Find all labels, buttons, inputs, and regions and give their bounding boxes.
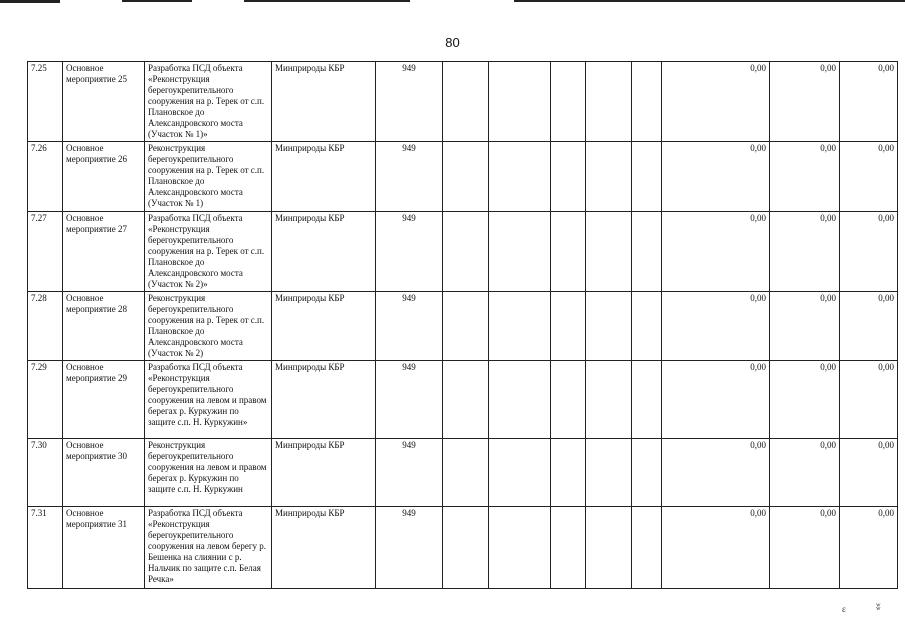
measure-type: Основное мероприятие 30 [63, 439, 145, 507]
value-cell: 0,00 [770, 142, 840, 212]
budget-code: 949 [376, 507, 443, 589]
scan-line [514, 0, 905, 2]
measure-type: Основное мероприятие 31 [63, 507, 145, 589]
empty-cell [489, 142, 551, 212]
empty-cell [443, 507, 489, 589]
scan-line [244, 0, 410, 2]
value-cell: 0,00 [662, 292, 770, 361]
value-cell: 0,00 [770, 507, 840, 589]
row-number: 7.26 [28, 142, 63, 212]
row-number: 7.29 [28, 361, 63, 439]
measure-description: Разработка ПСД объекта «Реконструкция берегоукрепительного сооружения на р. Терек от с.п. Плановское до Александровского моста (Участок № 2)» [145, 212, 272, 292]
empty-cell [586, 212, 632, 292]
row-number: 7.25 [28, 62, 63, 142]
empty-cell [489, 439, 551, 507]
table-row [28, 62, 898, 142]
value-cell: 0,00 [840, 62, 898, 142]
table-row [28, 439, 898, 507]
row-number: 7.28 [28, 292, 63, 361]
table-row [28, 142, 898, 212]
measure-description: Реконструкция берегоукрепительного сооружения на р. Терек от с.п. Плановское до Александровского моста (Участок № 1) [145, 142, 272, 212]
budget-code: 949 [376, 212, 443, 292]
value-cell: 0,00 [840, 361, 898, 439]
responsible-org: Минприроды КБР [272, 507, 376, 589]
empty-cell [551, 62, 586, 142]
empty-cell [632, 361, 662, 439]
measure-description: Разработка ПСД объекта «Реконструкция берегоукрепительного сооружения на левом берегу р. Бешенка на слиянии с р. Нальчик по защите с.п. Белая Речка» [145, 507, 272, 589]
empty-cell [551, 361, 586, 439]
empty-cell [551, 439, 586, 507]
empty-cell [632, 62, 662, 142]
value-cell: 0,00 [840, 212, 898, 292]
scan-line [0, 0, 60, 3]
empty-cell [586, 292, 632, 361]
table-row [28, 507, 898, 589]
empty-cell [551, 212, 586, 292]
empty-cell [489, 62, 551, 142]
empty-cell [551, 142, 586, 212]
table-row [28, 212, 898, 292]
table-row [28, 292, 898, 361]
value-cell: 0,00 [662, 507, 770, 589]
empty-cell [551, 507, 586, 589]
budget-code: 949 [376, 292, 443, 361]
value-cell: 0,00 [770, 361, 840, 439]
empty-cell [489, 507, 551, 589]
budget-code: 949 [376, 361, 443, 439]
measure-description: Реконструкция берегоукрепительного сооружения на левом и правом берегах р. Куркужин по защите с.п. Н. Куркужин [145, 439, 272, 507]
empty-cell [632, 507, 662, 589]
empty-cell [586, 62, 632, 142]
empty-cell [443, 62, 489, 142]
value-cell: 0,00 [662, 439, 770, 507]
empty-cell [489, 292, 551, 361]
measure-type: Основное мероприятие 29 [63, 361, 145, 439]
empty-cell [586, 142, 632, 212]
measures-table [27, 61, 898, 589]
row-number: 7.27 [28, 212, 63, 292]
empty-cell [632, 292, 662, 361]
responsible-org: Минприроды КБР [272, 142, 376, 212]
value-cell: 0,00 [662, 361, 770, 439]
empty-cell [443, 292, 489, 361]
measure-description: Разработка ПСД объекта «Реконструкция берегоукрепительного сооружения на р. Терек от с.п. Плановское до Александровского моста (Участок № 1)» [145, 62, 272, 142]
value-cell: 0,00 [840, 142, 898, 212]
measure-type: Основное мероприятие 26 [63, 142, 145, 212]
empty-cell [489, 212, 551, 292]
measure-type: Основное мероприятие 27 [63, 212, 145, 292]
row-number: 7.31 [28, 507, 63, 589]
empty-cell [489, 361, 551, 439]
row-number: 7.30 [28, 439, 63, 507]
empty-cell [443, 212, 489, 292]
value-cell: 0,00 [662, 142, 770, 212]
scan-line [122, 0, 192, 2]
budget-code: 949 [376, 142, 443, 212]
corner-mark: ʬ [876, 602, 881, 612]
value-cell: 0,00 [840, 292, 898, 361]
responsible-org: Минприроды КБР [272, 439, 376, 507]
value-cell: 0,00 [840, 439, 898, 507]
responsible-org: Минприроды КБР [272, 361, 376, 439]
value-cell: 0,00 [770, 62, 840, 142]
empty-cell [586, 361, 632, 439]
responsible-org: Минприроды КБР [272, 212, 376, 292]
value-cell: 0,00 [770, 212, 840, 292]
table-row [28, 361, 898, 439]
empty-cell [443, 142, 489, 212]
empty-cell [586, 439, 632, 507]
measure-description: Реконструкция берегоукрепительного сооружения на р. Терек от с.п. Плановское до Александровского моста (Участок № 2) [145, 292, 272, 361]
empty-cell [443, 361, 489, 439]
value-cell: 0,00 [662, 62, 770, 142]
value-cell: 0,00 [662, 212, 770, 292]
empty-cell [632, 142, 662, 212]
measure-type: Основное мероприятие 25 [63, 62, 145, 142]
value-cell: 0,00 [770, 439, 840, 507]
empty-cell [586, 507, 632, 589]
budget-code: 949 [376, 62, 443, 142]
page-number: 80 [445, 35, 460, 50]
measure-description: Разработка ПСД объекта «Реконструкция берегоукрепительного сооружения на левом и правом берегах р. Куркужин по защите с.п. Н. Куркужин» [145, 361, 272, 439]
empty-cell [443, 439, 489, 507]
budget-code: 949 [376, 439, 443, 507]
empty-cell [632, 212, 662, 292]
empty-cell [551, 292, 586, 361]
responsible-org: Минприроды КБР [272, 62, 376, 142]
measure-type: Основное мероприятие 28 [63, 292, 145, 361]
value-cell: 0,00 [840, 507, 898, 589]
responsible-org: Минприроды КБР [272, 292, 376, 361]
corner-mark: ɛ [842, 604, 846, 614]
empty-cell [632, 439, 662, 507]
value-cell: 0,00 [770, 292, 840, 361]
